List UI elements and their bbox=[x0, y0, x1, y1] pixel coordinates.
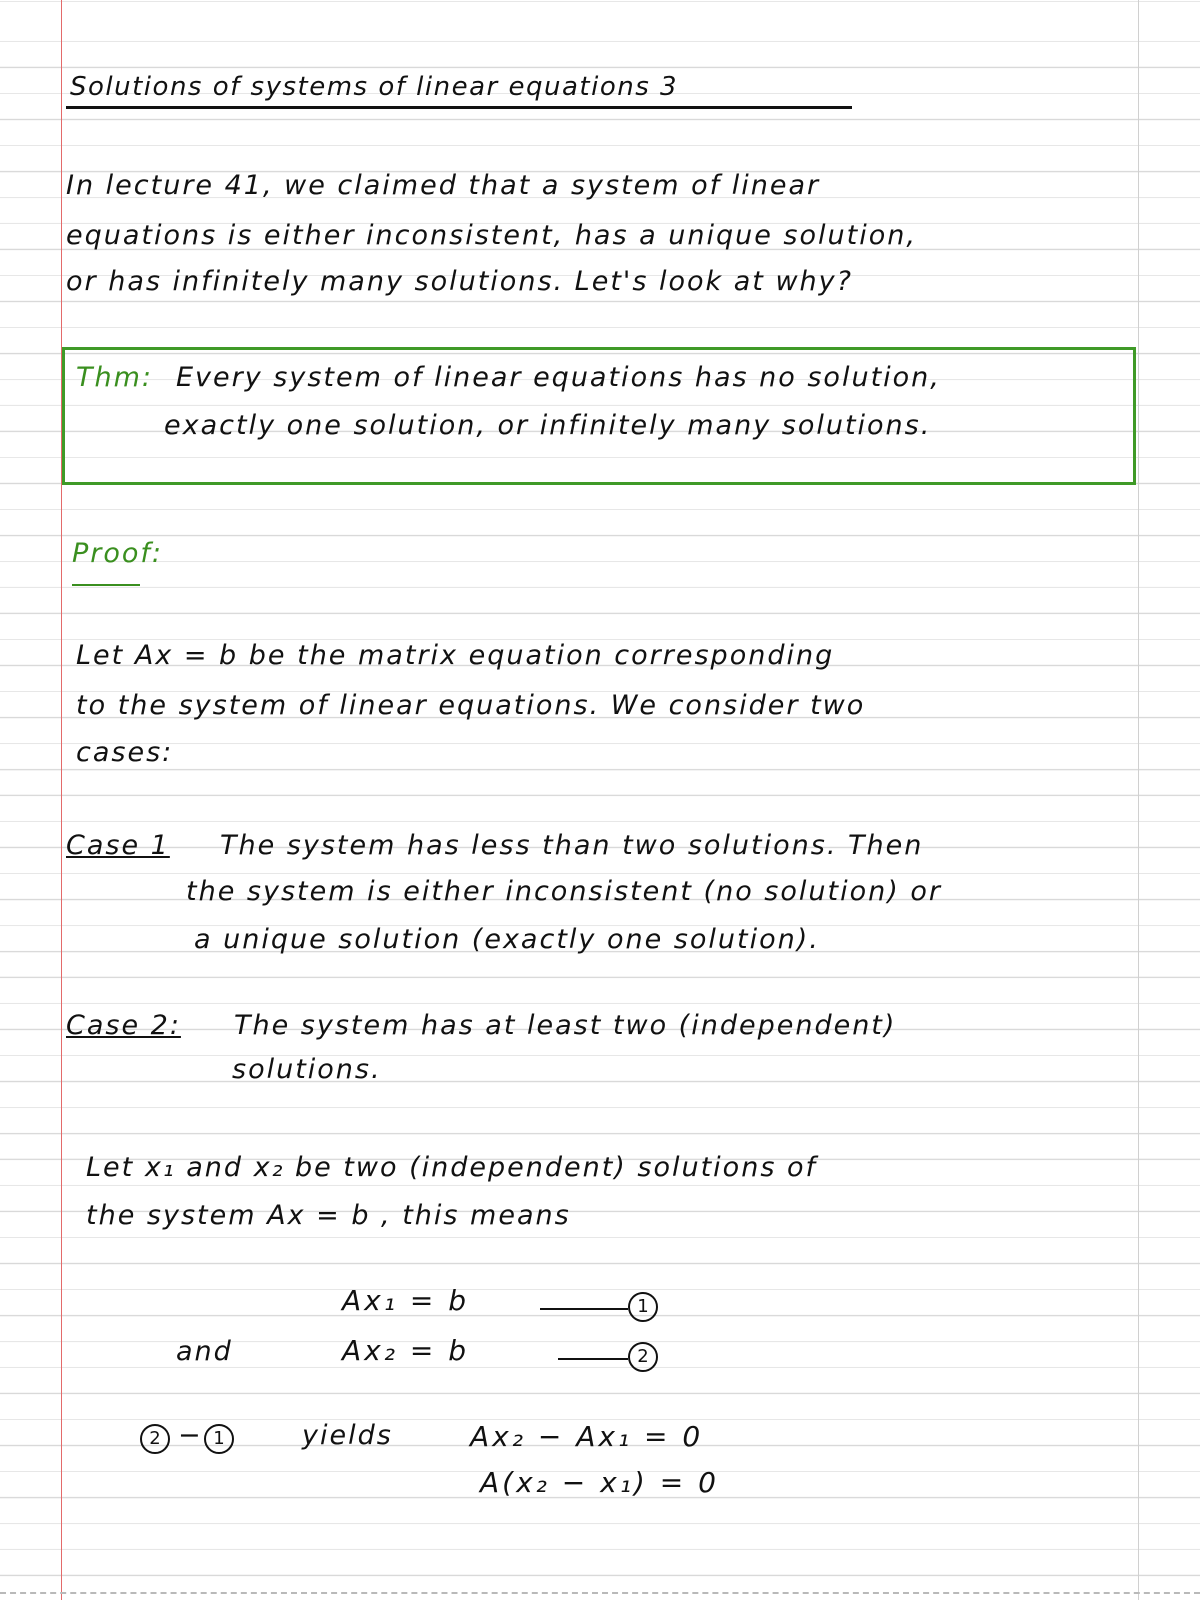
case-2-line-1: The system has at least two (independent) bbox=[234, 1010, 897, 1041]
theorem-line-2: exactly one solution, or infinitely many solutions. bbox=[164, 410, 932, 441]
equation-1-tag: 1 bbox=[628, 1292, 658, 1322]
let2-line-1: Let x₁ and x₂ be two (independent) solutions of bbox=[86, 1152, 817, 1183]
result-line-2: A(x₂ − x₁) = 0 bbox=[480, 1466, 719, 1499]
minus-sign: − bbox=[178, 1420, 203, 1451]
operation-right-tag: 1 bbox=[204, 1424, 234, 1454]
let-line-3: cases: bbox=[76, 737, 174, 768]
theorem-label: Thm: bbox=[76, 362, 154, 393]
equation-2-tag: 2 bbox=[628, 1342, 658, 1372]
intro-line-3: or has infinitely many solutions. Let's look at why? bbox=[66, 266, 853, 297]
proof-label: Proof: bbox=[72, 538, 164, 569]
title-underline bbox=[66, 106, 852, 109]
case-1-label: Case 1 bbox=[66, 830, 170, 861]
case-1-line-2: the system is either inconsistent (no solution) or bbox=[186, 876, 942, 907]
let-line-1: Let Ax = b be the matrix equation corresponding bbox=[76, 640, 835, 671]
result-line-1: Ax₂ − Ax₁ = 0 bbox=[470, 1420, 704, 1453]
let-line-2: to the system of linear equations. We consider two bbox=[76, 690, 866, 721]
intro-line-1: In lecture 41, we claimed that a system of linear bbox=[66, 170, 821, 201]
intro-line-2: equations is either inconsistent, has a unique solution, bbox=[66, 220, 917, 251]
equation-2-leader bbox=[558, 1358, 628, 1360]
proof-underline bbox=[72, 584, 140, 586]
red-margin-line bbox=[61, 0, 62, 1600]
let2-line-2: the system Ax = b , this means bbox=[86, 1200, 571, 1231]
case-1-line-3: a unique solution (exactly one solution). bbox=[194, 924, 820, 955]
case-2-line-2: solutions. bbox=[232, 1054, 382, 1085]
yields-label: yields bbox=[302, 1420, 393, 1451]
equation-1: Ax₁ = b bbox=[342, 1284, 469, 1317]
case-1-line-1: The system has less than two solutions. Then bbox=[220, 830, 924, 861]
and-label: and bbox=[176, 1336, 233, 1367]
page-title: Solutions of systems of linear equations 3 bbox=[70, 72, 679, 102]
theorem-line-1: Every system of linear equations has no solution, bbox=[176, 362, 941, 393]
case-2-label: Case 2: bbox=[66, 1010, 181, 1041]
page-break-line bbox=[0, 1592, 1200, 1594]
operation-left-tag: 2 bbox=[140, 1424, 170, 1454]
equation-1-leader bbox=[540, 1308, 628, 1310]
right-margin-line bbox=[1138, 0, 1139, 1600]
equation-2: Ax₂ = b bbox=[342, 1334, 469, 1367]
